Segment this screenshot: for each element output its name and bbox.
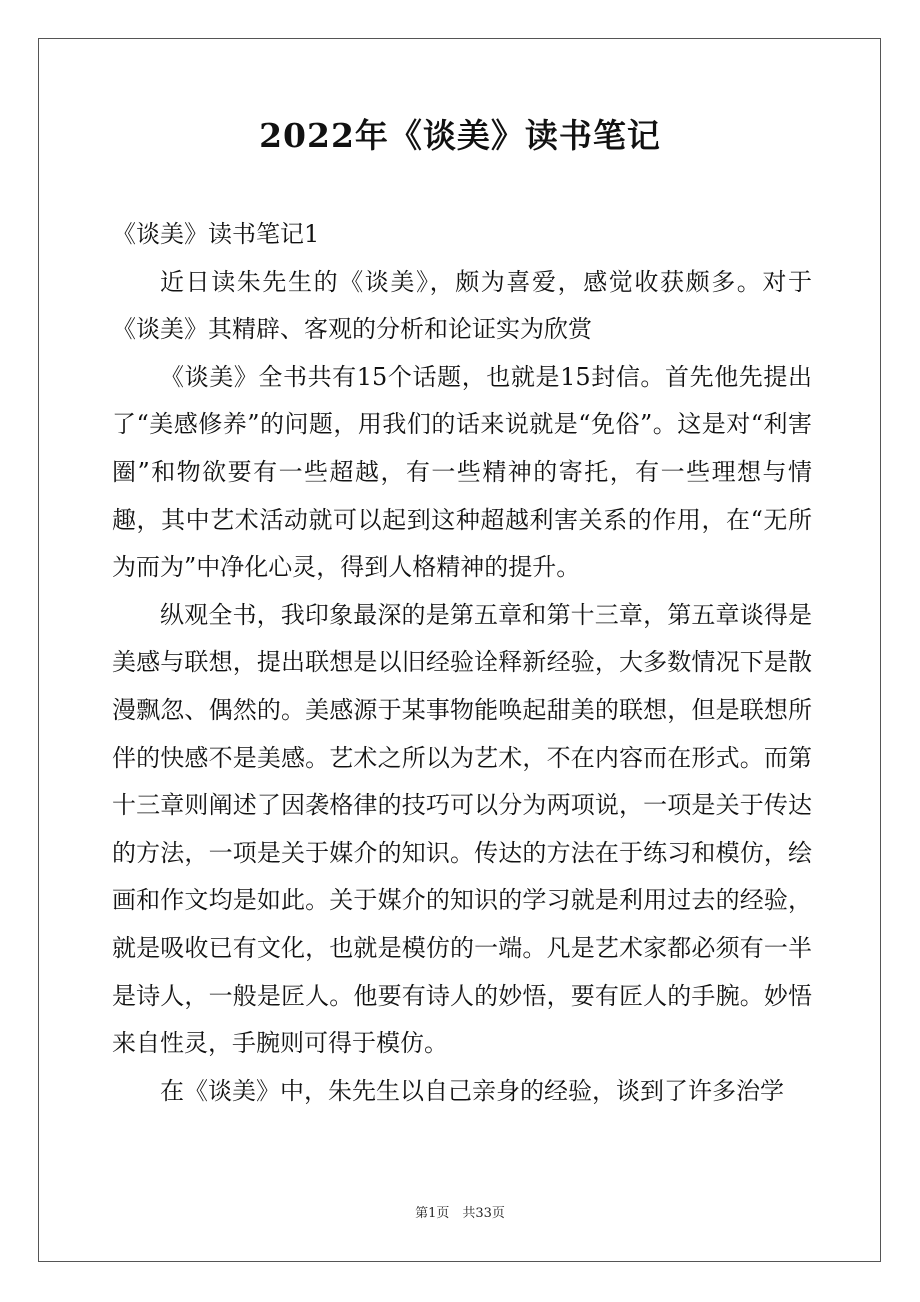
document-title: 2022年《谈美》读书笔记	[259, 116, 661, 155]
paragraph-3: 纵观全书，我印象最深的是第五章和第十三章，第五章谈得是美感与联想，提出联想是以旧经验诠释新经验，大多数情况下是散漫飘忽、偶然的。美感源于某事物能唤起甜美的联想，但是联想所伴的快感不是美感。艺术之所以为艺术，不在内容而在形式。而第十三章则阐述了因袭格律的技巧可以分为两项说，一项是关于传达的方法，一项是关于媒介的知识。传达的方法在于练习和模仿，绘画和作文均是如此。关于媒介的知识的学习就是利用过去的经验，就是吸收已有文化，也就是模仿的一端。凡是艺术家都必须有一半是诗人，一般是匠人。他要有诗人的妙悟，要有匠人的手腕。妙悟来自性灵，手腕则可得于模仿。	[112, 600, 812, 1058]
paragraph-4: 在《谈美》中，朱先生以自己亲身的经验，谈到了许多治学	[160, 1076, 784, 1105]
page-footer: 第1页 共33页	[415, 1206, 505, 1221]
paragraph-1: 近日读朱先生的《谈美》，颇为喜爱，感觉收获颇多。对于《谈美》其精辟、客观的分析和论证实为欣赏	[112, 267, 812, 344]
section-heading: 《谈美》读书笔记1	[112, 220, 320, 248]
document-body	[112, 211, 812, 1115]
paragraph-2: 《谈美》全书共有15个话题，也就是15封信。首先他先提出了“美感修养”的问题，用我们的话来说就是“免俗”。这是对“利害圈”和物欲要有一些超越，有一些精神的寄托，有一些理想与情趣，其中艺术活动就可以起到这种超越利害关系的作用，在“无所为而为”中净化心灵，得到人格精神的提升。	[112, 362, 812, 582]
